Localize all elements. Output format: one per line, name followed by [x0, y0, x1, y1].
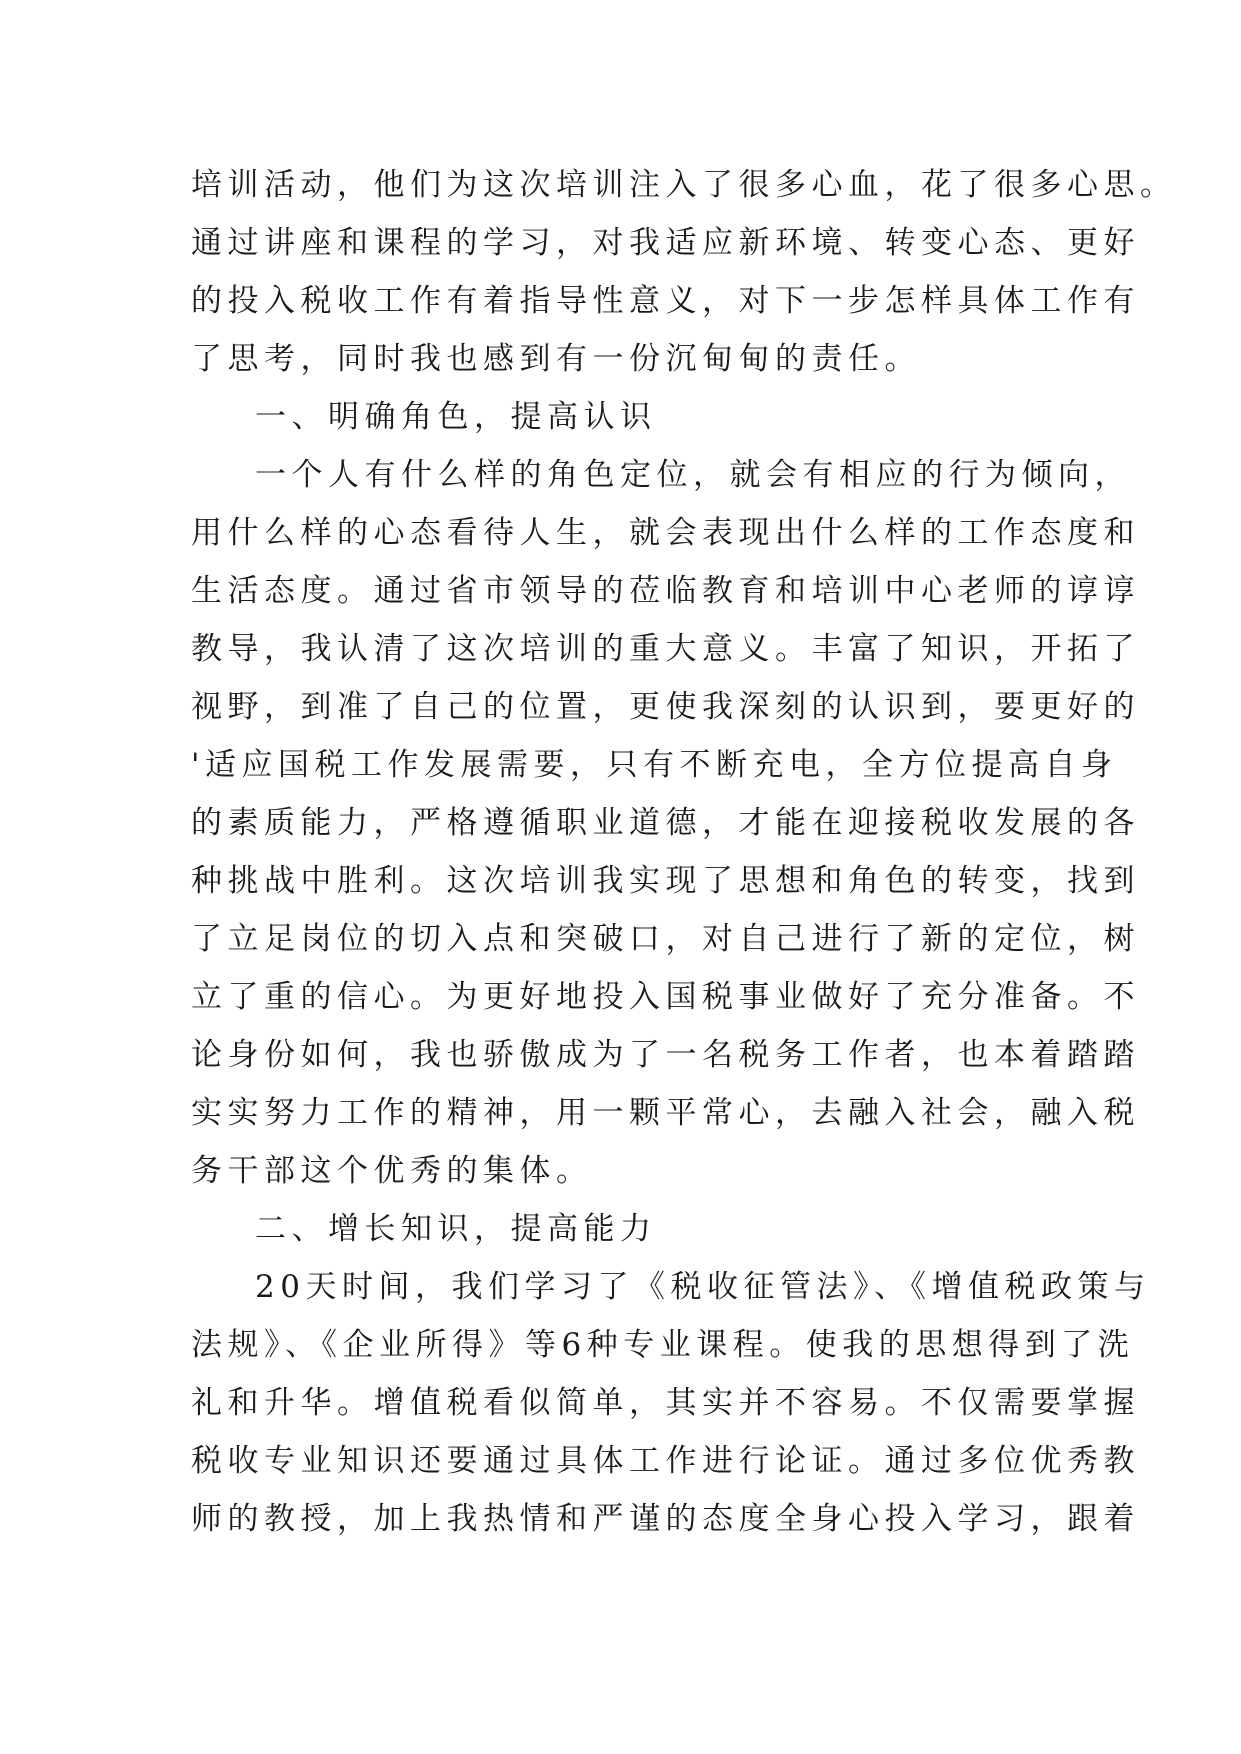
- section-heading-1: 一、明确角色，提高认识: [255, 399, 657, 435]
- text-line: 一个人有什么样的角色定位，就会有相应的行为倾向，: [255, 457, 1131, 493]
- text-line: 的素质能力，严格遵循职业道德，才能在迎接税收发展的各: [191, 805, 1140, 841]
- text-line: 立了重的信心。为更好地投入国税事业做好了充分准备。不: [191, 979, 1140, 1015]
- text-line: 用什么样的心态看待人生，就会表现出什么样的工作态度和: [191, 515, 1140, 551]
- text-line: 务干部这个优秀的集体。: [191, 1153, 593, 1189]
- text-line: 教导，我认清了这次培训的重大意义。丰富了知识，开拓了: [191, 631, 1140, 667]
- text-line: 通过讲座和课程的学习，对我适应新环境、转变心态、更好: [191, 225, 1140, 261]
- section-heading-2: 二、增长知识，提高能力: [255, 1211, 657, 1247]
- text-line: 法规》、《企业所得》等6种专业课程。使我的思想得到了洗: [191, 1327, 1135, 1363]
- text-line: 论身份如何，我也骄傲成为了一名税务工作者，也本着踏踏: [191, 1037, 1140, 1073]
- text-line: 种挑战中胜利。这次培训我实现了思想和角色的转变，找到: [191, 863, 1140, 899]
- text-line: 师的教授，加上我热情和严谨的态度全身心投入学习，跟着: [191, 1501, 1140, 1537]
- text-line: 视野，到准了自己的位置，更使我深刻的认识到，要更好的: [191, 689, 1140, 725]
- text-line: '适应国税工作发展需要，只有不断充电，全方位提高自身: [191, 747, 1118, 783]
- text-line: 了立足岗位的切入点和突破口，对自己进行了新的定位，树: [191, 921, 1140, 957]
- text-line: 培训活动，他们为这次培训注入了很多心血，花了很多心思。: [191, 167, 1177, 203]
- text-line: 礼和升华。增值税看似简单，其实并不容易。不仅需要掌握: [191, 1385, 1140, 1421]
- text-line: 20天时间，我们学习了《税收征管法》、《增值税政策与: [255, 1269, 1151, 1305]
- body-text: [191, 156, 1177, 1548]
- text-line: 的投入税收工作有着指导性意义，对下一步怎样具体工作有: [191, 283, 1140, 319]
- text-line: 实实努力工作的精神，用一颗平常心，去融入社会，融入税: [191, 1095, 1140, 1131]
- text-line: 了思考，同时我也感到有一份沉甸甸的责任。: [191, 341, 921, 377]
- text-line: 税收专业知识还要通过具体工作进行论证。通过多位优秀教: [191, 1443, 1140, 1479]
- text-line: 生活态度。通过省市领导的莅临教育和培训中心老师的谆谆: [191, 573, 1140, 609]
